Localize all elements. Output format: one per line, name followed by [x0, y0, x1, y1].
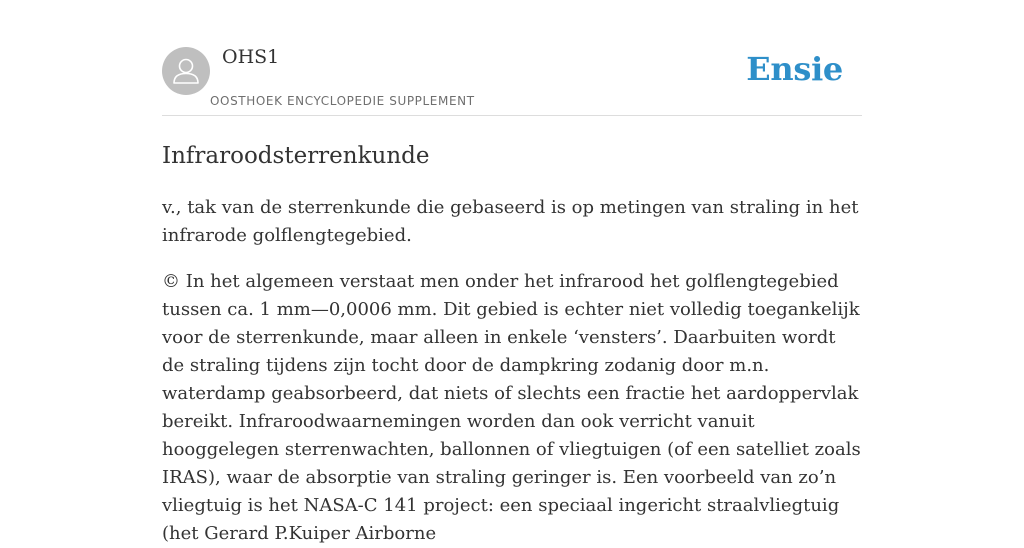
brand-logo[interactable]: Ensie	[746, 50, 843, 88]
source-avatar[interactable]	[162, 47, 210, 95]
article-page	[162, 0, 862, 548]
article-definition: v., tak van de sterrenkunde die gebaseerd is op metingen van straling in het infrarode golflengtegebied.	[162, 197, 859, 246]
source-code-link[interactable]: OHS1	[222, 46, 280, 68]
source-name: OOSTHOEK ENCYCLOPEDIE SUPPLEMENT	[210, 94, 475, 108]
article-header	[162, 0, 862, 116]
article-title: Infraroodsterrenkunde	[162, 143, 430, 169]
user-icon	[162, 47, 210, 95]
article-body: © In het algemeen verstaat men onder het infrarood het golflengtegebied tussen ca. 1 mm—0,0006 mm. Dit gebied is echter niet volledig toegankelijk voor de sterrenkunde, maar alleen in enkele ‘vensters’. Daarbuiten wordt de straling tijdens zijn tocht door de dampkring zodanig door m.n. waterdamp geabsorbeerd, dat niets of slechts een fractie het aardoppervlak bereikt. Infraroodwaarnemingen worden dan ook verricht vanuit hooggelegen sterrenwachten, ballonnen of vliegtuigen (of een satelliet zoals IRAS), waar de absorptie van straling geringer is. Een voorbeeld van zo’n vliegtuig is het NASA-C 141 project: een speciaal ingericht straalvliegtuig (het Gerard P.Kuiper Airborne	[162, 271, 861, 544]
